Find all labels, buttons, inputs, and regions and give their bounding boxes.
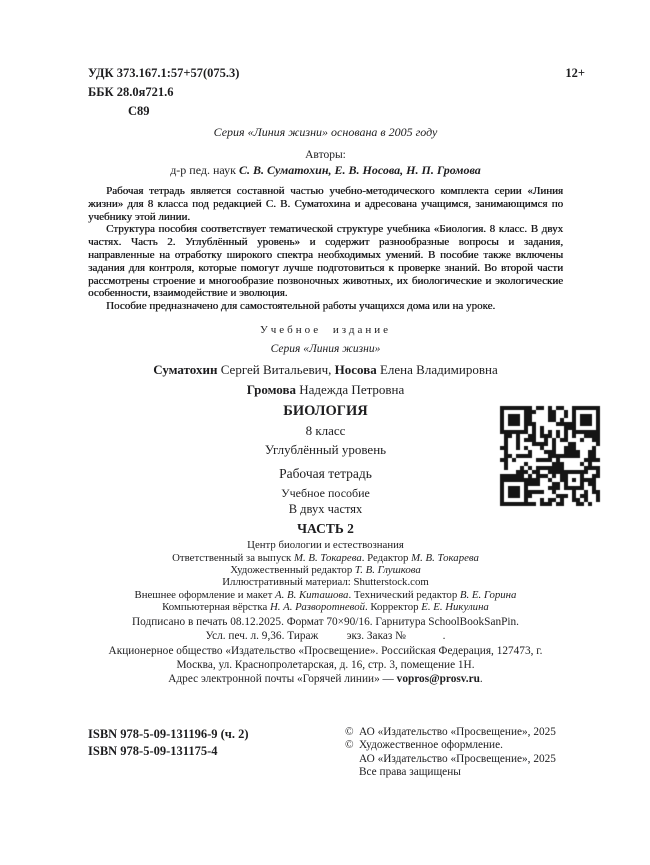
copyright-block: [345, 726, 563, 780]
credits-line: Центр биологии и естествознания: [247, 539, 404, 552]
author-full-name-line: Громова Надежда Петровна: [246, 381, 405, 397]
age-rating-badge: 12+: [565, 66, 585, 80]
hotline-email-line: Адрес электронной почты «Горячей линии» — vopros@prosv.ru.: [168, 673, 483, 686]
copyright-line: АО «Издательство «Просвещение», 2025: [359, 752, 556, 765]
author-full-name-line: Суматохин Сергей Витальевич, Носова Елена Владимировна: [153, 361, 498, 377]
part-number: ЧАСТЬ 2: [297, 521, 354, 537]
udk-code: УДК 373.167.1:57+57(075.3): [88, 66, 240, 80]
edition-label: Учебное пособие: [281, 485, 370, 500]
title-block: [88, 402, 563, 538]
authors-full-block: [88, 360, 563, 400]
annotation-paragraph: Пособие предназначено для самостоятельной работы учащихся дома или на уроке.: [106, 300, 496, 313]
book-code: С89: [128, 104, 150, 118]
bottom-block: [88, 726, 563, 780]
authors-heading: Авторы:: [305, 149, 346, 161]
publisher-address: Акционерное общество «Издательство «Просвещение». Российская Федерация, 127473, г. Москва, ул. Краснопролетарская, д. 16, стр. 3, помещение 1Н.: [108, 645, 543, 671]
credits-line: Внешнее оформление и макет А. В. Киташова. Технический редактор В. Е. Горина: [134, 588, 517, 601]
print-info-line: Усл. печ. л. 9,36. Тираж экз. Заказ № .: [205, 629, 446, 642]
copyright-symbol: ©: [345, 725, 354, 738]
copyright-entry: [345, 726, 563, 740]
credits-line: Художественный редактор Т. В. Глушкова: [230, 564, 421, 577]
credits-line: Иллюстративный материал: Shutterstock.com: [222, 576, 429, 589]
isbn-list: [88, 726, 249, 761]
copyright-line: АО «Издательство «Просвещение», 2025: [359, 725, 556, 738]
copyright-entry: [345, 739, 563, 780]
qr-code-icon: [499, 405, 601, 507]
level-label: Углублённый уровень: [264, 441, 387, 457]
copyright-line: Художественное оформление.: [359, 739, 503, 752]
authors-line: д-р пед. наук С. В. Суматохин, Е. В. Носова, Н. П. Громова: [170, 163, 481, 177]
classification-block: [88, 64, 585, 121]
isbn-item: ISBN 978-5-09-131196-9 (ч. 2): [88, 726, 249, 741]
credits-line: Компьютерная вёрстка Н. А. Разворотневой. Корректор Е. Е. Никулина: [162, 600, 489, 613]
workbook-label: Рабочая тетрадь: [279, 465, 372, 481]
print-info-block: [88, 616, 563, 643]
annotation-block: [88, 185, 563, 313]
parts-label: В двух частях: [288, 501, 363, 516]
annotation-paragraph: Рабочая тетрадь является составной частью учебно-методического комплекта серии «Линия жизни» для 8 класса под редакцией С. В. Суматохина и адресована учащимся, занимающимся по учебнику этой линии.: [88, 185, 563, 223]
edition-type-label: Учебное издание: [259, 323, 392, 336]
series-name: Серия «Линия жизни»: [270, 342, 381, 355]
annotation-paragraph: Структура пособия соответствует тематической структуре учебника «Биология. 8 класс. В двух частях. Часть 2. Углублённый уровень» и содержит разнообразные вопросы и задания, направленные на отработку широкого спектра необходимых умений. В пособие также включены задания для контроля, которые помогут лучше подготовиться к проверке знаний. Во второй части рассмотрены строение и многообразие позвоночных животных, их биологические и экологические особенности, взаимодействие и эволюция.: [88, 223, 563, 300]
credits-block: [88, 539, 563, 613]
copyright-symbol: ©: [345, 739, 354, 752]
credits-line: Ответственный за выпуск М. В. Токарева. Редактор М. В. Токарева: [172, 551, 479, 564]
isbn-item: ISBN 978-5-09-131175-4: [88, 744, 218, 759]
print-info-line: Подписано в печать 08.12.2025. Формат 70×90/16. Гарнитура SchoolBookSanPin.: [131, 616, 520, 629]
grade-level: 8 класс: [305, 422, 346, 438]
bbk-code: ББК 28.0я721.6: [88, 85, 174, 99]
book-title: БИОЛОГИЯ: [283, 402, 368, 419]
series-founding-note: Серия «Линия жизни» основана в 2005 году: [213, 125, 438, 139]
copyright-line: Все права защищены: [359, 766, 461, 779]
